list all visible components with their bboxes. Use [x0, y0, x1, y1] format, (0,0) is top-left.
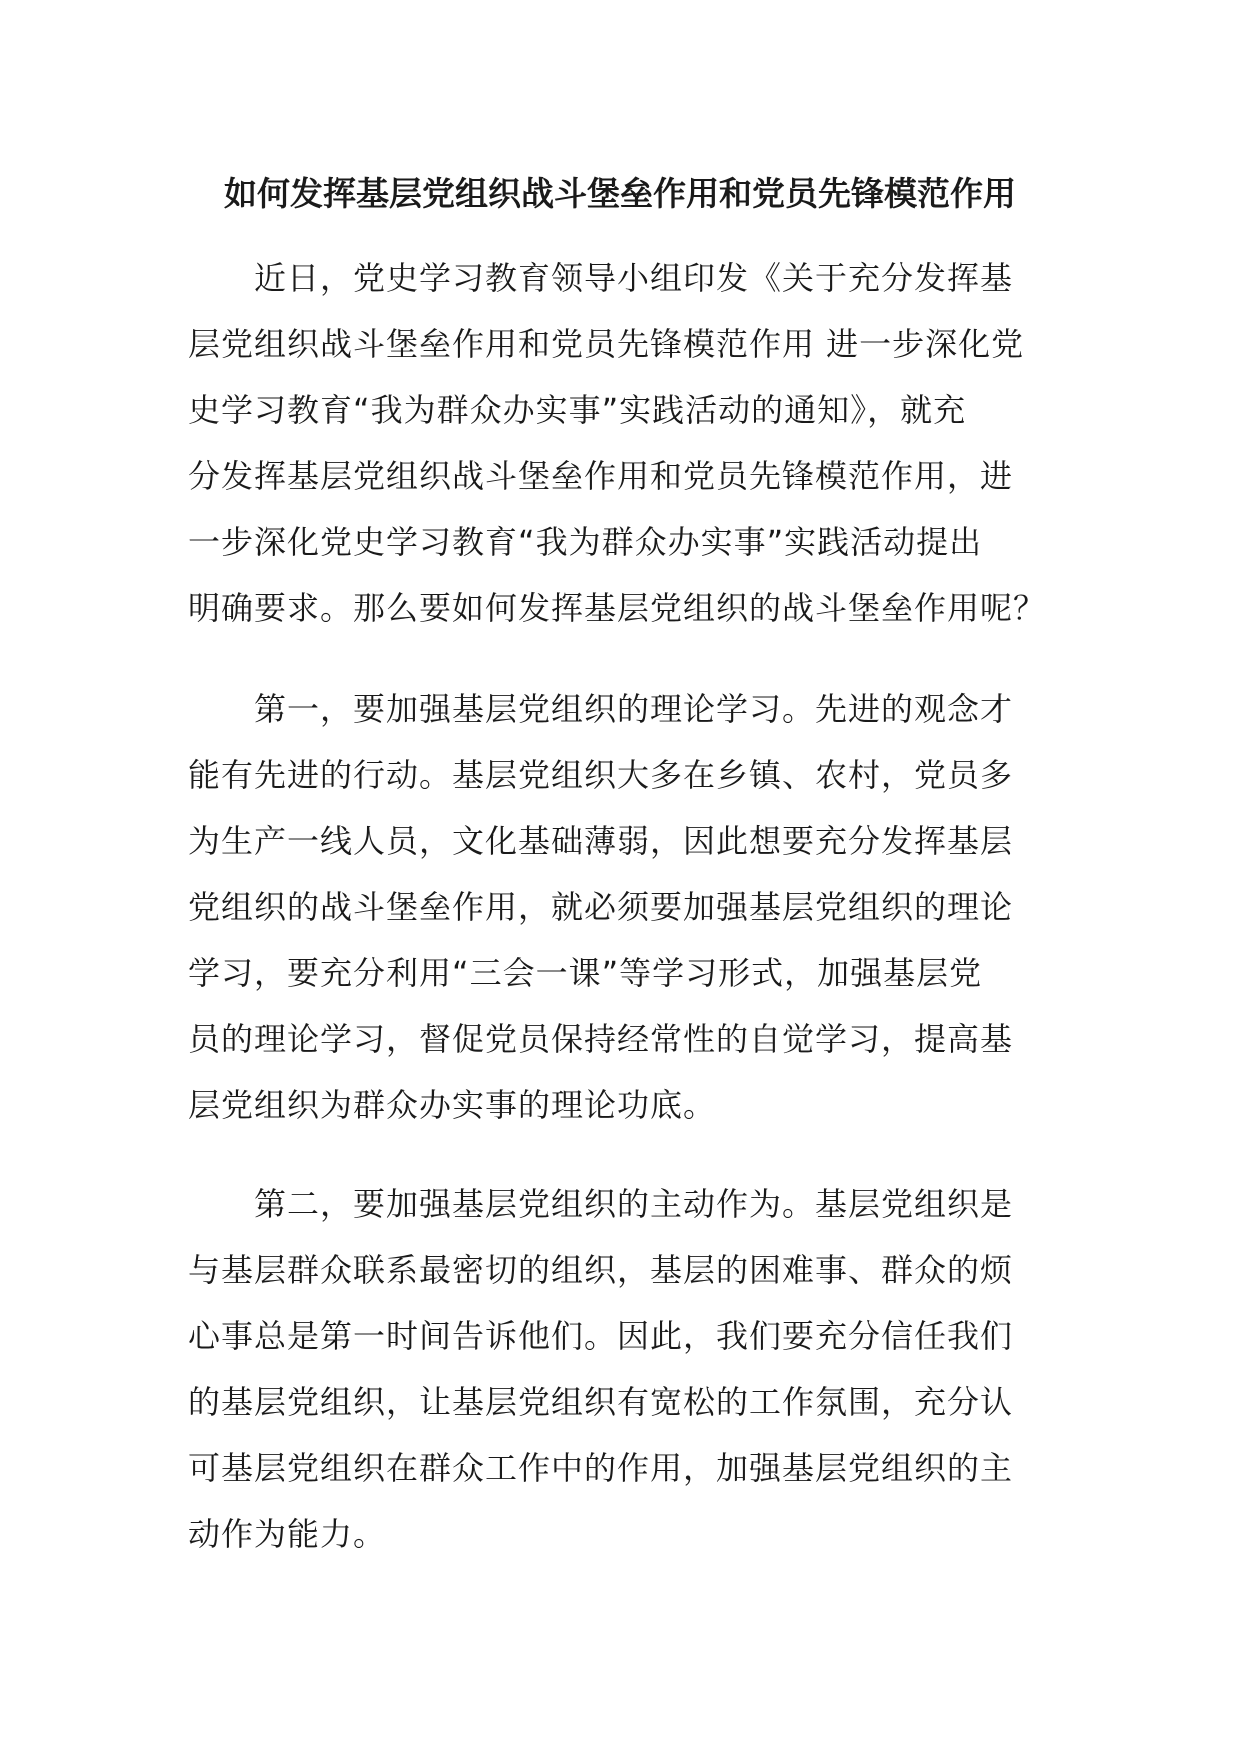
paragraph-line: 近日，党史学习教育领导小组印发《关于充分发挥基: [254, 259, 1014, 297]
paragraph-line: 一步深化党史学习教育“我为群众办实事”实践活动提出: [188, 523, 983, 561]
paragraph-line: 能有先进的行动。基层党组织大多在乡镇、农村，党员多: [188, 756, 1014, 794]
paragraph-line: 的基层党组织，让基层党组织有宽松的工作氛围，充分认: [188, 1383, 1014, 1421]
paragraph-line: 学习，要充分利用“三会一课”等学习形式，加强基层党: [188, 954, 983, 992]
paragraph-3: [188, 1171, 1048, 1567]
paragraph-line: 分发挥基层党组织战斗堡垒作用和党员先锋模范作用，进: [188, 457, 1014, 495]
paragraph-line: 第一，要加强基层党组织的理论学习。先进的观念才: [254, 690, 1014, 728]
document-title: 如何发挥基层党组织战斗堡垒作用和党员先锋模范作用: [224, 174, 1016, 213]
paragraph-line: 与基层群众联系最密切的组织，基层的困难事、群众的烦: [188, 1251, 1014, 1289]
paragraph-line: 明确要求。那么要如何发挥基层党组织的战斗堡垒作用呢？: [188, 589, 1047, 627]
paragraph-line: 可基层党组织在群众工作中的作用，加强基层党组织的主: [188, 1449, 1014, 1487]
paragraph-line: 心事总是第一时间告诉他们。因此，我们要充分信任我们: [188, 1317, 1014, 1355]
paragraph-line: 为生产一线人员，文化基础薄弱，因此想要充分发挥基层: [188, 822, 1014, 860]
paragraph-2: [188, 676, 1048, 1138]
paragraph-line: 史学习教育“我为群众办实事”实践活动的通知》，就充: [188, 391, 967, 429]
paragraph-line: 层党组织战斗堡垒作用和党员先锋模范作用 进一步深化党: [188, 325, 1025, 363]
paragraph-line: 员的理论学习，督促党员保持经常性的自觉学习，提高基: [188, 1020, 1014, 1058]
paragraph-line: 党组织的战斗堡垒作用，就必须要加强基层党组织的理论: [188, 888, 1014, 926]
paragraph-1: [188, 245, 1048, 641]
paragraph-line: 层党组织为群众办实事的理论功底。: [188, 1086, 717, 1124]
paragraph-line: 动作为能力。: [188, 1515, 387, 1553]
paragraph-line: 第二，要加强基层党组织的主动作为。基层党组织是: [254, 1185, 1014, 1223]
